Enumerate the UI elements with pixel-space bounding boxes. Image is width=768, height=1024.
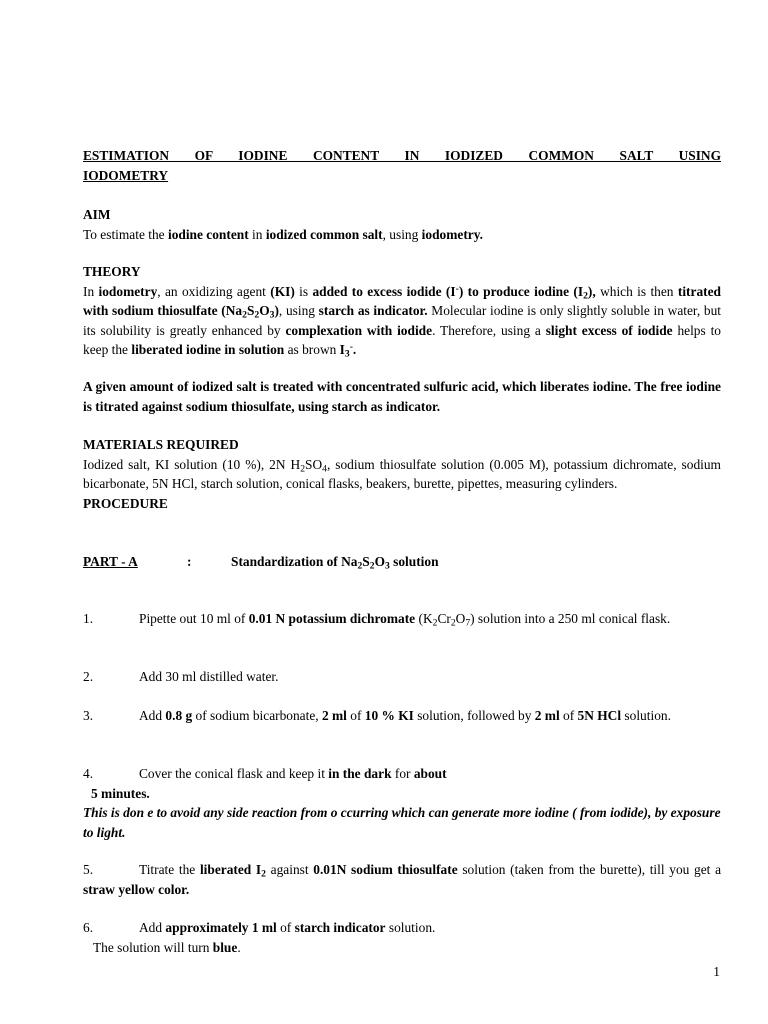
- step-2: 2. Add 30 ml distilled water.: [83, 667, 721, 687]
- step-4: 4. Cover the conical flask and keep it in the dark for about 5 minutes. This is don e to avoid any side reaction from o ccurring which can generate more iodine ( from iodide), by exposure to light.: [83, 764, 721, 842]
- aim-text: To estimate the iodine content in iodized common salt, using iodometry.: [83, 226, 484, 242]
- step-4-number: 4.: [83, 766, 94, 781]
- title-line-2: IODOMETRY: [83, 167, 169, 183]
- part-a-colon: :: [187, 554, 192, 569]
- step-6-number: 6.: [83, 920, 94, 935]
- materials-section: [83, 435, 721, 513]
- step-5: 5. Titrate the liberated $I_2$ against 0.01N sodium thiosulfate solution (taken from the burette), till you get a straw yellow color.: [83, 862, 722, 897]
- aim-heading: AIM: [83, 207, 111, 222]
- step-3-number: 3.: [83, 708, 94, 723]
- step-2-number: 2.: [83, 669, 94, 684]
- materials-text: Iodized salt, KI solution (10 %), 2N $H_2SO_4$, sodium thiosulfate solution (0.005 M), potassium dichromate, sodium bicarbonate, 5N HCl, starch solution, conical flasks, beakers, burette, pipettes, measuring cylinders.: [83, 456, 721, 491]
- step-6: 6. Add approximately 1 ml of starch indicator solution. The solution will turn blue.: [83, 920, 436, 955]
- step-1-number: 1.: [83, 611, 94, 626]
- aim-section: [83, 205, 721, 244]
- page-number: 1: [713, 964, 720, 979]
- step-1: 1. Pipette out 10 ml of 0.01 N potassium dichromate $(K_2Cr_2O_7)$ solution into a 250 ml conical flask.: [83, 611, 671, 629]
- theory-paragraph-2: A given amount of iodized salt is treated with concentrated sulfuric acid, which liberates iodine. The free iodine is titrated against sodium thiosulfate, using starch as indicator.: [83, 379, 721, 414]
- materials-heading: MATERIALS REQUIRED: [83, 437, 239, 452]
- part-a-heading: [83, 552, 721, 572]
- theory-paragraph-1: In iodometry, an oxidizing agent (KI) is added to excess iodide (I-) to produce iodine $(I_2)$, which is then titrated with sodium thiosulfate $(Na_2S_2O_3)$, using starch as indicator. Molecular iodine is only slightly soluble in water, but its solubility is greatly enhanced by complexation with iodide. Therefore, using a slight excess of iodide helps to keep the liberated iodine in solution as brown $I_3^-$.: [83, 283, 721, 360]
- step-3: 3. Add 0.8 g of sodium bicarbonate, 2 ml of 10 % KI solution, followed by 2 ml of 5N HCl solution.: [83, 706, 721, 726]
- document-title: [83, 146, 721, 185]
- step-5-number: 5.: [83, 862, 94, 877]
- procedure-heading: PROCEDURE: [83, 495, 168, 511]
- theory-heading: THEORY: [83, 264, 141, 279]
- step-4-note: This is don e to avoid any side reaction from o ccurring which can generate more iodine ( from iodide), by exposure to light.: [83, 805, 721, 840]
- title-line-1: ESTIMATION OF IODINE CONTENT IN IODIZED COMMON SALT USING: [83, 148, 721, 163]
- theory-section: [83, 262, 721, 360]
- part-a-title: Standardization of $Na_2S_2O_3$ solution: [231, 554, 439, 572]
- part-a-label: PART - A: [83, 554, 138, 569]
